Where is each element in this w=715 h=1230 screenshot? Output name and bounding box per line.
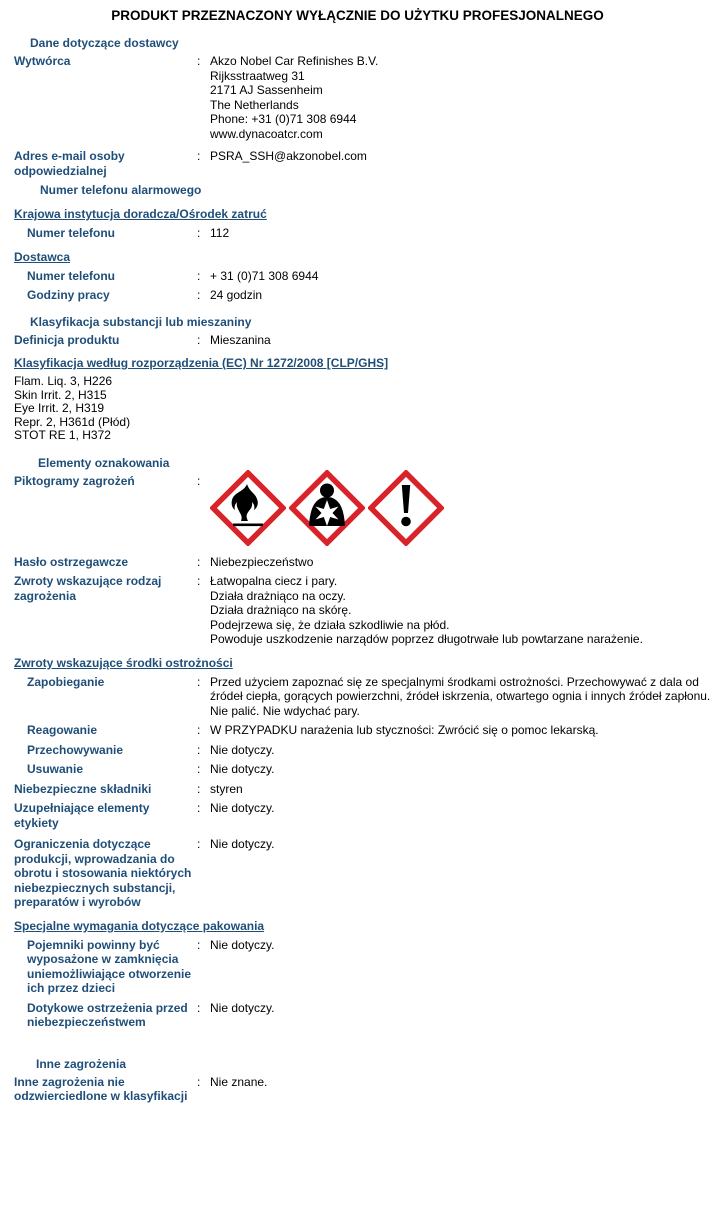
manufacturer-line: 2171 AJ Sassenheim xyxy=(210,83,323,97)
colon: : xyxy=(197,1074,201,1089)
hazard-statement-line: Powoduje uszkodzenie narządów poprzez długotrwałe lub powtarzane narażenie. xyxy=(210,632,643,647)
pictograms-label: Piktogramy zagrożeń xyxy=(14,473,135,488)
row-supplemental-label-elements xyxy=(14,801,715,830)
manufacturer-line: Phone: +31 (0)71 308 6944 xyxy=(210,112,357,126)
manufacturer-label: Wytwórca xyxy=(14,54,71,68)
child-resistant-label: Pojemniki powinny być wyposażone w zamknięcia uniemożliwiające otworzenie ich przez dzieci xyxy=(27,937,192,996)
hazard-statement-line: Działa drażniąco na skórę. xyxy=(210,603,352,618)
restrictions-label: Ograniczenia dotyczące produkcji, wprowadzania do obrotu i stosowania niektórych niebezpiecznych substancji, preparatów i wyrobów xyxy=(14,837,192,910)
page-title: PRODUKT PRZEZNACZONY WYŁĄCZNIE DO UŻYTKU PROFESJONALNEGO xyxy=(111,8,604,23)
manufacturer-line: Akzo Nobel Car Refinishes B.V. xyxy=(210,54,379,68)
colon: : xyxy=(197,574,201,589)
response-value: W PRZYPADKU narażenia lub styczności: Zwrócić się o pomoc lekarską. xyxy=(210,723,599,738)
colon: : xyxy=(197,473,201,488)
heading-packaging-requirements: Specjalne wymagania dotyczące pakowania xyxy=(14,918,265,933)
heading-other-hazards: Inne zagrożenia xyxy=(36,1056,127,1071)
colon: : xyxy=(197,781,201,796)
ghs-pictograms xyxy=(210,470,711,546)
other-hazards-label: Inne zagrożenia nie odzwierciedlone w klasyfikacji xyxy=(14,1074,188,1104)
clp-classification-line: Skin Irrit. 2, H315 xyxy=(14,387,107,402)
signal-word-label: Hasło ostrzegawcze xyxy=(14,554,129,569)
row-signal-word xyxy=(14,555,715,570)
signal-word-value: Niebezpieczeństwo xyxy=(210,554,314,569)
colon: : xyxy=(197,742,201,757)
hazard-statement-line: Podejrzewa się, że działa szkodliwie na płód. xyxy=(210,617,450,632)
row-hazard-statements xyxy=(14,574,715,647)
colon: : xyxy=(197,268,201,283)
row-product-definition xyxy=(14,333,715,348)
row-advisory-phone xyxy=(14,226,715,241)
vendor-hours-label: Godziny pracy xyxy=(27,288,110,302)
row-other-hazards xyxy=(14,1075,715,1104)
colon: : xyxy=(197,723,201,738)
row-tactile-warning xyxy=(14,1001,715,1030)
supplemental-label: Uzupełniające elementy etykiety xyxy=(14,801,150,830)
storage-label: Przechowywanie xyxy=(27,742,124,757)
restrictions-value: Nie dotyczy. xyxy=(210,837,275,852)
row-response xyxy=(14,723,715,738)
colon: : xyxy=(197,801,201,816)
advisory-phone-label: Numer telefonu xyxy=(27,226,116,240)
colon: : xyxy=(197,332,201,347)
hazardous-ingredients-label: Niebezpieczne składniki xyxy=(14,781,152,796)
heading-supplier-data: Dane dotyczące dostawcy xyxy=(30,36,179,50)
advisory-phone-value: 112 xyxy=(210,226,230,240)
colon: : xyxy=(197,937,201,952)
colon: : xyxy=(197,1000,201,1015)
clp-classification-line: Flam. Liq. 3, H226 xyxy=(14,374,113,388)
row-child-resistant-closures xyxy=(14,938,715,996)
tactile-warning-value: Nie dotyczy. xyxy=(210,1000,275,1015)
vendor-hours-value: 24 godzin xyxy=(210,288,263,302)
manufacturer-line: The Netherlands xyxy=(210,97,299,112)
manufacturer-website: www.dynacoatcr.com xyxy=(210,126,323,141)
manufacturer-line: Rijksstraatweg 31 xyxy=(210,68,305,83)
row-vendor-hours xyxy=(14,288,715,303)
hazardous-ingredients-value: styren xyxy=(210,781,243,796)
row-disposal xyxy=(14,762,715,777)
disposal-value: Nie dotyczy. xyxy=(210,762,275,777)
health-hazard-pictogram-icon xyxy=(289,470,365,546)
response-label: Reagowanie xyxy=(27,723,98,738)
row-hazardous-ingredients xyxy=(14,782,715,797)
colon: : xyxy=(197,149,201,163)
row-storage xyxy=(14,743,715,758)
exclamation-mark-pictogram-icon xyxy=(368,470,444,546)
row-pictograms xyxy=(14,474,715,546)
product-definition-value: Mieszanina xyxy=(210,332,271,347)
hazard-statements-value xyxy=(210,574,715,647)
heading-clp-classification: Klasyfikacja według rozporządzenia (EC) Nr 1272/2008 [CLP/GHS] xyxy=(14,356,389,370)
hazard-statement-line: Działa drażniąco na oczy. xyxy=(210,588,346,603)
colon: : xyxy=(197,674,201,689)
heading-precautionary-statements: Zwroty wskazujące środki ostrożności xyxy=(14,655,233,670)
prevention-label: Zapobieganie xyxy=(27,674,105,689)
clp-classification-line: Eye Irrit. 2, H319 xyxy=(14,401,105,416)
row-email xyxy=(14,149,715,178)
row-manufacturer xyxy=(14,54,715,141)
colon: : xyxy=(197,554,201,569)
colon: : xyxy=(197,288,201,302)
prevention-value: Przed użyciem zapoznać się ze specjalnymi środkami ostrożności. Przechowywać z dala od źródeł ciepła, gorących powierzchni, źródeł iskrzenia, otwartego ognia i innych źródeł zapłonu. Nie palić. Nie wdychać pary. xyxy=(210,674,711,718)
heading-vendor: Dostawca xyxy=(14,249,71,264)
colon: : xyxy=(197,54,201,68)
hazard-statement-line: Łatwopalna ciecz i pary. xyxy=(210,574,338,589)
hazard-statements-label: Zwroty wskazujące rodzaj zagrożenia xyxy=(14,574,162,603)
colon: : xyxy=(197,837,201,852)
vendor-phone-value: + 31 (0)71 308 6944 xyxy=(210,268,319,283)
email-label: Adres e-mail osoby odpowiedzialnej xyxy=(14,149,125,178)
colon: : xyxy=(197,226,201,240)
heading-classification: Klasyfikacja substancji lub mieszaniny xyxy=(30,314,252,329)
clp-classification-line: Repr. 2, H361d (Płód) xyxy=(14,414,131,429)
colon: : xyxy=(197,762,201,777)
product-definition-label: Definicja produktu xyxy=(14,332,120,347)
manufacturer-value xyxy=(210,54,715,141)
vendor-phone-label: Numer telefonu xyxy=(27,268,116,283)
clp-classification-line: STOT RE 1, H372 xyxy=(14,428,111,443)
row-prevention xyxy=(14,675,715,719)
heading-label-elements: Elementy oznakowania xyxy=(38,455,170,470)
heading-national-advisory: Krajowa instytucja doradcza/Ośrodek zatruć xyxy=(14,207,267,221)
flame-pictogram-icon xyxy=(210,470,286,546)
row-restrictions xyxy=(14,837,715,910)
heading-emergency-phone: Numer telefonu alarmowego xyxy=(40,183,202,197)
disposal-label: Usuwanie xyxy=(27,762,84,777)
row-vendor-phone xyxy=(14,269,715,284)
email-value: PSRA_SSH@akzonobel.com xyxy=(210,149,367,163)
tactile-warning-label: Dotykowe ostrzeżenia przed niebezpieczeństwem xyxy=(27,1000,188,1030)
child-resistant-value: Nie dotyczy. xyxy=(210,937,275,952)
storage-value: Nie dotyczy. xyxy=(210,742,275,757)
supplemental-value: Nie dotyczy. xyxy=(210,801,275,816)
other-hazards-value: Nie znane. xyxy=(210,1074,268,1089)
